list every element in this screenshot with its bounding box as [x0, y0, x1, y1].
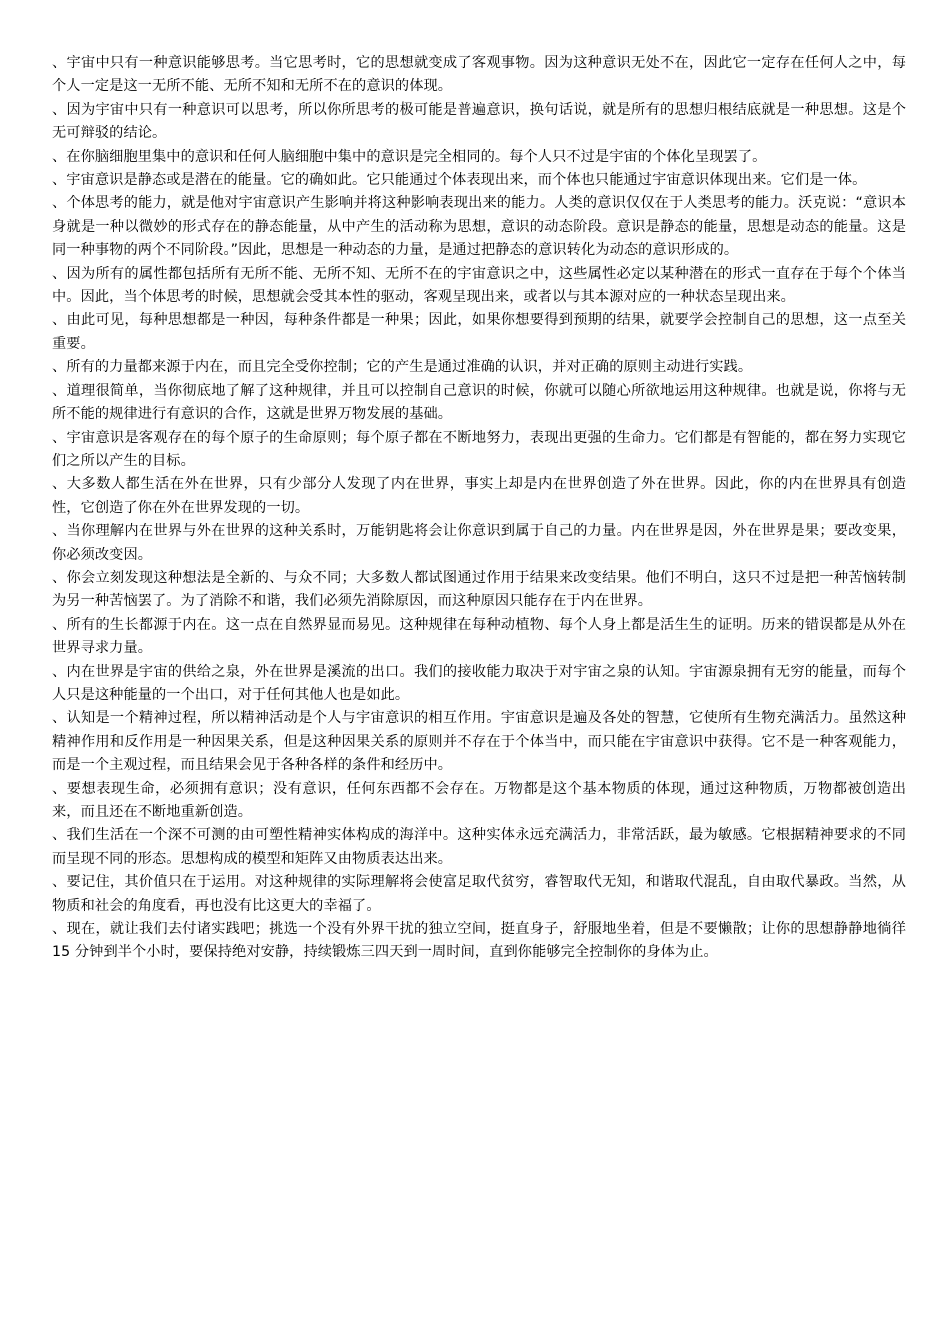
paragraph-text: 因为宇宙中只有一种意识可以思考，所以你所思考的极可能是普遍意识，换句话说，就是所有的思想归根结底就是一种思想。这是个无可辩驳的结论。: [52, 101, 906, 142]
paragraph-text: 由此可见，每种思想都是一种因，每种条件都是一种果；因此，如果你想要得到预期的结果，就要学会控制自己的思想，这一点至关重要。: [52, 312, 906, 352]
paragraph-text: 我们生活在一个深不可测的由可塑性精神实体构成的海洋中。这种实体永远充满活力，非常活跃，最为敏感。它根据精神要求的不同而呈现不同的形态。思想构成的模型和矩阵又由物质表达出来。: [52, 827, 906, 867]
paragraph: [52, 99, 906, 146]
paragraph-text: 在你脑细胞里集中的意识和任何人脑细胞中集中的意识是完全相同的。每个人只不过是宇宙的个体化呈现罢了。: [66, 148, 767, 165]
paragraph-text: 宇宙意识是静态或是潜在的能量。它的确如此。它只能通过个体表现出来，而个体也只能通过宇宙意识体现出来。它们是一体。: [66, 172, 867, 189]
paragraph: [52, 567, 906, 614]
paragraph: [52, 169, 906, 192]
paragraph: [52, 778, 906, 825]
paragraph: [52, 707, 906, 777]
paragraph: [52, 427, 906, 474]
paragraph-text: 道理很简单，当你彻底地了解了这种规律，并且可以控制自己意识的时候，你就可以随心所欲地运用这种规律。也就是说，你将与无所不能的规律进行有意识的合作，这就是世界万物发展的基础。: [52, 382, 906, 423]
paragraph-text: 所有的生长都源于内在。这一点在自然界显而易见。这种规律在每种动植物、每个人身上都是活生生的证明。历来的错误都是从外在世界寻求力量。: [52, 616, 906, 657]
bullet-marker: 、: [52, 359, 67, 376]
bullet-marker: 、: [52, 523, 67, 540]
paragraph: [52, 309, 906, 356]
bullet-marker: 、: [52, 874, 67, 891]
paragraph-text: 要记住，其价值只在于运用。对这种规律的实际理解将会使富足取代贫穷，睿智取代无知，和谐取代混乱，自由取代暴政。当然，从物质和社会的角度看，再也没有比这更大的幸福了。: [52, 874, 906, 914]
paragraph-text: 宇宙意识是客观存在的每个原子的生命原则；每个原子都在不断地努力，表现出更强的生命力。它们都是有智能的，都在努力实现它们之所以产生的目标。: [52, 429, 906, 469]
bullet-marker: 、: [52, 172, 67, 189]
paragraph: [52, 824, 906, 871]
paragraph: [52, 380, 906, 427]
bullet-marker: 、: [52, 921, 67, 938]
bullet-marker: 、: [52, 429, 67, 446]
bullet-marker: 、: [52, 710, 67, 727]
paragraph-text: 内在世界是宇宙的供给之泉，外在世界是溪流的出口。我们的接收能力取决于对宇宙之泉的认知。宇宙源泉拥有无穷的能量，而每个人只是这种能量的一个出口，对于任何其他人也是如此。: [52, 663, 906, 703]
paragraph: [52, 52, 906, 99]
paragraph-text: 因为所有的属性都包括所有无所不能、无所不知、无所不在的宇宙意识之中，这些属性必定以某种潜在的形式一直存在于每个个体当中。因此，当个体思考的时候，思想就会受其本性的驱动，客观呈现出来，或者以与其本源对应的一种状态呈现出来。: [52, 265, 906, 306]
paragraph: [52, 473, 906, 520]
paragraph-text: 你会立刻发现这种想法是全新的、与众不同；大多数人都试图通过作用于结果来改变结果。他们不明白，这只不过是把一种苦恼转制为另一种苦恼罢了。为了消除不和谐，我们必须先消除原因，而这种原因只能存在于内在世界。: [52, 569, 906, 610]
paragraph-text: 所有的力量都来源于内在，而且完全受你控制；它的产生是通过准确的认识，并对正确的原则主动进行实践。: [66, 359, 753, 376]
bullet-marker: 、: [52, 195, 67, 212]
bullet-marker: 、: [52, 663, 67, 680]
bullet-marker: 、: [52, 312, 67, 329]
paragraph: [52, 146, 906, 169]
paragraph: [52, 661, 906, 708]
paragraph-text: 要想表现生命，必须拥有意识；没有意识，任何东西都不会存在。万物都是这个基本物质的体现，通过这种物质，万物都被创造出来，而且还在不断地重新创造。: [52, 780, 906, 820]
document-body: [52, 52, 906, 965]
paragraph: [52, 356, 906, 379]
paragraph-text: 当你理解内在世界与外在世界的这种关系时，万能钥匙将会让你意识到属于自己的力量。内在世界是因，外在世界是果；要改变果，你必须改变因。: [52, 523, 906, 563]
paragraph-text: 认知是一个精神过程，所以精神活动是个人与宇宙意识的相互作用。宇宙意识是遍及各处的智慧，它使所有生物充满活力。虽然这种精神作用和反作用是一种因果关系，但是这种因果关系的原则并不存在于个体当中，而只能在宇宙意识中获得。它不是一种客观能力，而是一个主观过程，而且结果会见于各种各样的条件和经历中。: [52, 710, 906, 774]
paragraph: [52, 614, 906, 661]
bullet-marker: 、: [52, 780, 67, 797]
bullet-marker: 、: [52, 101, 67, 118]
paragraph-text: 个体思考的能力，就是他对宇宙意识产生影响并将这种影响表现出来的能力。人类的意识仅仅在于人类思考的能力。沃克说：“意识本身就是一种以微妙的形式存在的静态能量，从中产生的活动称为思想，意识的动态阶段。意识是静态的能量，思想是动态的能量。这是同一种事物的两个不同阶段。”因此，思想是一种动态的力量，是通过把静态的意识转化为动态的意识形成的。: [52, 195, 906, 259]
paragraph: [52, 520, 906, 567]
paragraph: [52, 871, 906, 918]
paragraph: [52, 918, 906, 965]
bullet-marker: 、: [52, 616, 67, 633]
bullet-marker: 、: [52, 265, 67, 282]
paragraph-text: 大多数人都生活在外在世界，只有少部分人发现了内在世界，事实上却是内在世界创造了外在世界。因此，你的内在世界具有创造性，它创造了你在外在世界发现的一切。: [52, 476, 906, 516]
paragraph-text: 现在，就让我们去付诸实践吧；挑选一个没有外界干扰的独立空间，挺直身子，舒服地坐着，但是不要懒散；让你的思想静静地徜徉 15 分钟到半个小时，要保持绝对安静，持续锻炼三四天到一周时间，直到你能够完全控制你的身体为止。: [52, 921, 906, 961]
bullet-marker: 、: [52, 55, 67, 71]
bullet-marker: 、: [52, 569, 67, 586]
bullet-marker: 、: [52, 382, 67, 399]
bullet-marker: 、: [52, 476, 67, 493]
bullet-marker: 、: [52, 827, 67, 844]
paragraph: [52, 192, 906, 262]
paragraph: [52, 263, 906, 310]
paragraph-text: 宇宙中只有一种意识能够思考。当它思考时，它的思想就变成了客观事物。因为这种意识无处不在，因此它一定存在任何人之中，每个人一定是这一无所不能、无所不知和无所不在的意识的体现。: [52, 55, 906, 95]
bullet-marker: 、: [52, 148, 67, 165]
